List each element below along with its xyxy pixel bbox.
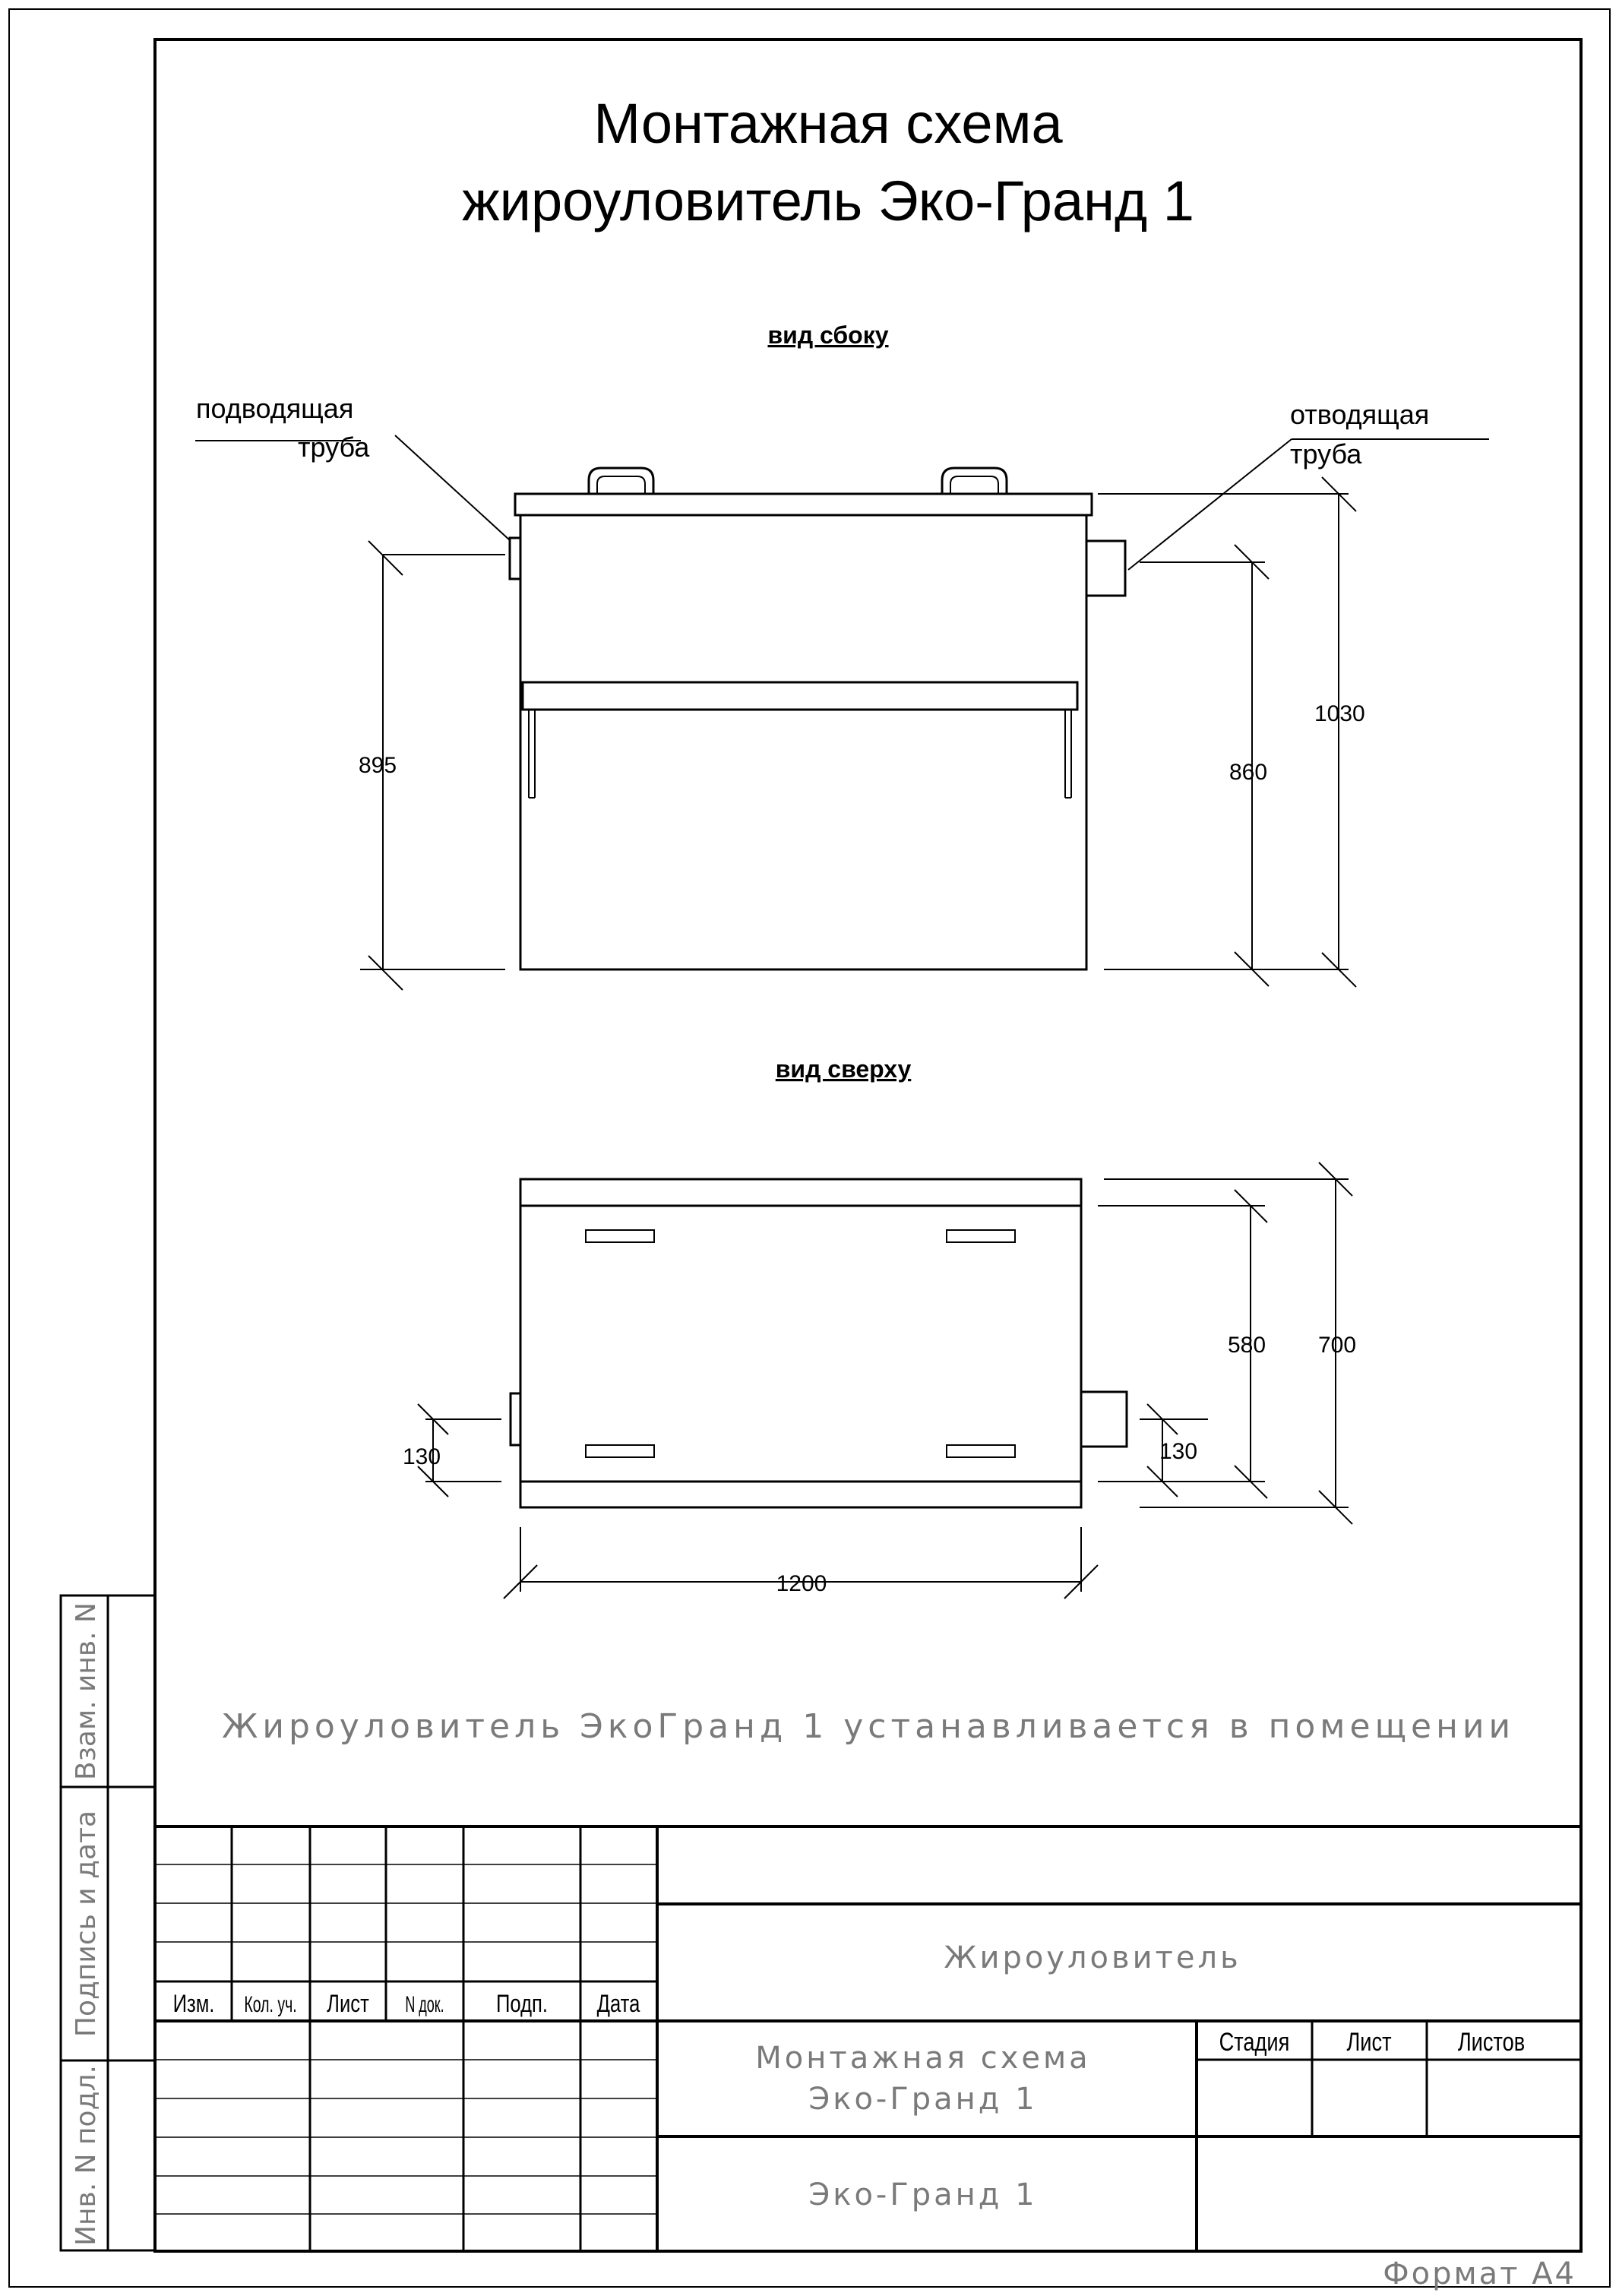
dim-1030: 1030 <box>1314 701 1365 726</box>
tank-lid <box>515 494 1092 515</box>
col-kol-uch: Кол. уч. <box>244 1991 297 2018</box>
outlet-pipe-side <box>1086 541 1125 596</box>
side-view <box>195 435 1489 990</box>
tank-body-side <box>520 515 1086 969</box>
stamp-inv: Инв. N подл. <box>71 2065 102 2246</box>
inlet-label-2: труба <box>298 432 370 463</box>
outlet-pipe-top <box>1081 1392 1127 1447</box>
project-name: Жироуловитель <box>944 1940 1241 1975</box>
inlet-label-1: подводящая <box>196 393 354 424</box>
lid-handle-right <box>942 468 1007 494</box>
outlet-label-2: труба <box>1290 438 1362 470</box>
handle-slot <box>586 1445 654 1457</box>
handle-slot <box>947 1230 1015 1242</box>
drawing-name-2: Эко-Гранд 1 <box>808 2082 1038 2117</box>
dim-130-left: 130 <box>403 1444 441 1469</box>
dim-700: 700 <box>1318 1333 1357 1358</box>
top-view-heading: вид сверху <box>775 1055 912 1083</box>
title-line-2: жироуловитель Эко-Гранд 1 <box>462 169 1194 232</box>
side-view-heading: вид сбоку <box>767 321 889 349</box>
handle-slot <box>586 1230 654 1242</box>
stamp-podpis: Подпись и дата <box>71 1810 102 2038</box>
sheets-header: Листов <box>1457 2027 1526 2057</box>
col-n-dok: N док. <box>405 1992 444 2018</box>
dim-130-right: 130 <box>1159 1439 1198 1464</box>
title-line-1: Монтажная схема <box>593 92 1063 155</box>
col-podp: Подп. <box>496 1991 548 2018</box>
col-data: Дата <box>596 1991 640 2018</box>
col-list: Лист <box>327 1991 369 2018</box>
inlet-pipe-side <box>510 538 520 579</box>
handle-slot <box>947 1445 1015 1457</box>
format-label: Формат А4 <box>1383 2256 1576 2291</box>
inner-baffle <box>523 682 1077 710</box>
tank-body-top <box>520 1179 1081 1507</box>
dim-580: 580 <box>1228 1333 1266 1358</box>
dim-1200: 1200 <box>776 1571 827 1596</box>
drawing-name-1: Монтажная схема <box>755 2041 1091 2076</box>
installation-note: Жироуловитель ЭкоГранд 1 устанавливается в помещении <box>221 1707 1516 1746</box>
top-view <box>418 1162 1352 1599</box>
col-izm: Изм. <box>172 1991 215 2018</box>
inlet-pipe-top <box>511 1393 520 1445</box>
product-name: Эко-Гранд 1 <box>808 2177 1038 2212</box>
sheet-header: Лист <box>1346 2027 1392 2057</box>
stamp-vzam: Взам. инв. N <box>71 1602 102 1780</box>
sheet-outer-frame <box>9 9 1610 2287</box>
lid-handle-left <box>589 468 653 494</box>
dim-895: 895 <box>359 753 397 778</box>
outlet-label-1: отводящая <box>1290 399 1430 430</box>
dim-860: 860 <box>1229 760 1268 785</box>
drawing-frame <box>155 40 1581 2251</box>
stage-header: Стадия <box>1219 2027 1290 2057</box>
